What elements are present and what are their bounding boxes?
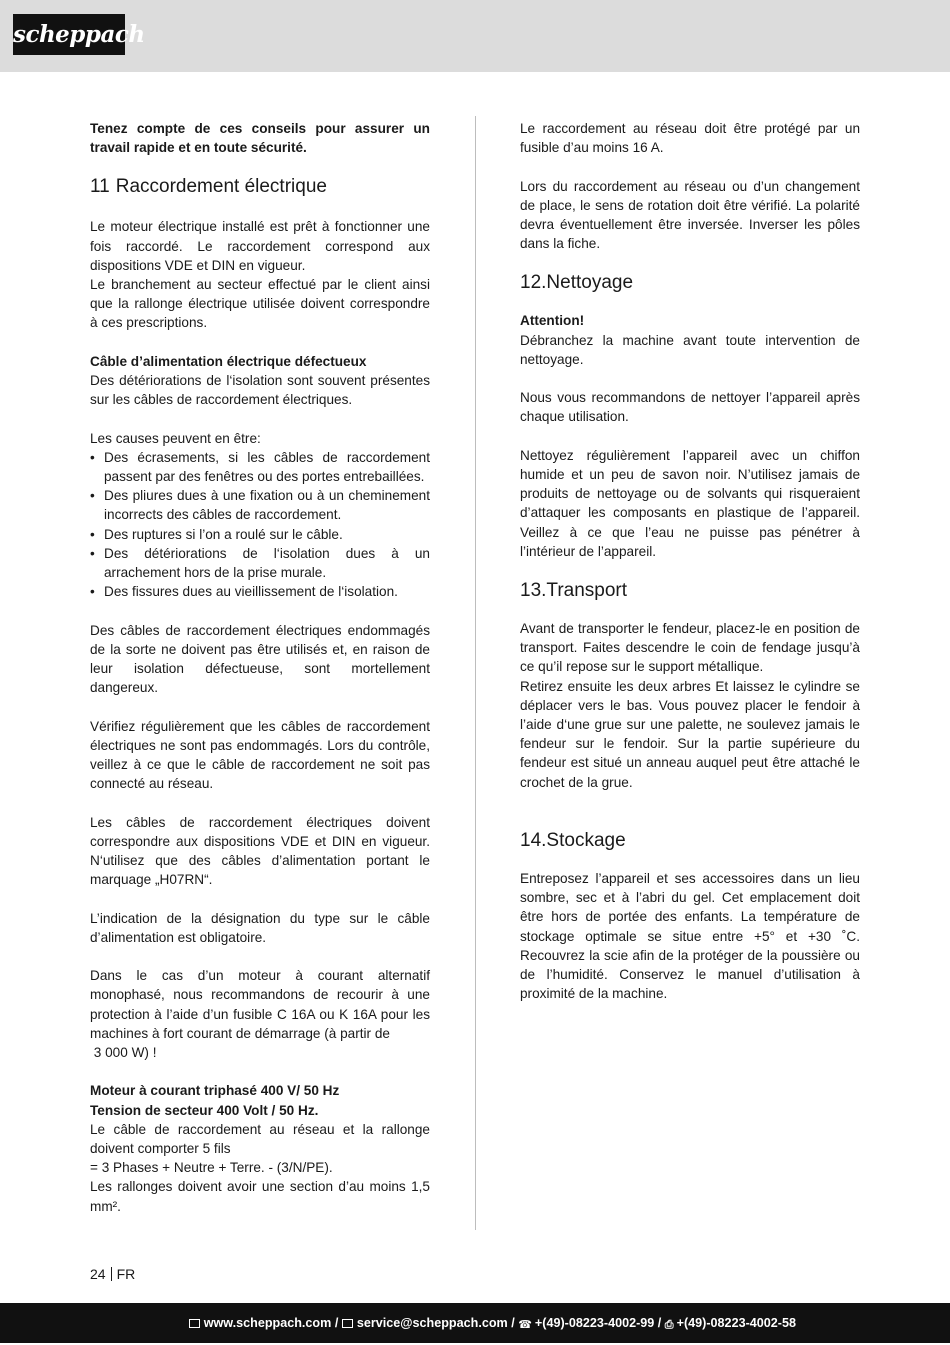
paragraph: Le câble de raccordement au réseau et la rallonge doivent comporter 5 fils: [90, 1121, 430, 1157]
subheading-three-phase: Moteur à courant triphasé 400 V/ 50 Hz: [90, 1083, 340, 1099]
computer-icon: [189, 1319, 200, 1328]
paragraph: Nettoyez régulièrement l’appareil avec un chiffon humide et un peu de savon noir. N’utilisez jamais de produits de nettoyage ou de solvants qui risqueraient d’attaquer les composants en plastique de l’appareil. Veillez à ce que l’eau ne puisse pas pénétrer à l’intérieur de l’appareil.: [520, 447, 860, 559]
list-item: • Des ruptures si l’on a roulé sur le câble.: [90, 525, 430, 544]
paragraph: Dans le cas d’un moteur à courant alternatif monophasé, nous recommandons de recourir à une protection à l’aide d’un fusible C 16A ou K 16A pour les machines à fort courant de démarrage (à partir de: [90, 968, 430, 1041]
footer-web: www.scheppach.com /: [203, 1316, 339, 1330]
paragraph: Vérifiez régulièrement que les câbles de raccordement électriques ne sont pas endommagés. Lors du contrôle, veillez à ce que le câble de raccordement ne soit pas connecté au réseau.: [90, 718, 430, 792]
left-column: [90, 119, 430, 1216]
paragraph: Le branchement au secteur effectué par le client ainsi que la rallonge électrique utilisée doivent correspondre à ces prescriptions.: [90, 277, 430, 331]
list-item: • Des détériorations de l‘isolation dues à un arrachement hors de la prise murale.: [90, 544, 430, 582]
section-13-title: Transport: [546, 580, 628, 602]
page-number-value: 24: [90, 1266, 106, 1282]
fax-icon: ⎙: [664, 1319, 674, 1331]
page-number: [90, 1265, 135, 1283]
page-language: FR: [116, 1266, 136, 1282]
paragraph: Le moteur électrique installé est prêt à fonctionner une fois raccordé. Le raccordement correspond aux dispositions VDE et DIN en vigueur.: [90, 219, 430, 273]
section-14-heading: [520, 829, 860, 853]
mail-icon: [342, 1319, 353, 1328]
paragraph: Lors du raccordement au réseau ou d’un changement de place, le sens de rotation doit être vérifié. La polarité devra éventuellement être inversée. Inverser les pôles dans la fiche.: [520, 178, 860, 252]
paragraph: Le raccordement au réseau doit être protégé par un fusible d’au moins 16 A.: [520, 121, 860, 156]
paragraph: Retirez ensuite les deux arbres Et laissez le cylindre se déplacer vers le bas. Vous pouvez placer le fendoir à l’aide d‘une grue sur une palette, ne soulevez jamais le fendeur sur le fendoir. Sur la partie supérieure du fendeur est situé un anneau auquel peut être attaché le crochet de la grue.: [520, 678, 860, 790]
footer-phone: +(49)-08223-4002-99 /: [534, 1316, 662, 1330]
causes-list: [90, 448, 430, 602]
section-12-number: 12.: [520, 272, 547, 294]
list-item: • Des pliures dues à une fixation ou à un cheminement incorrects des câbles de raccordement.: [90, 486, 430, 524]
footer-bar: [0, 1303, 950, 1343]
footer-email: service@scheppach.com /: [356, 1316, 515, 1330]
section-11-title: Raccordement électrique: [115, 176, 327, 198]
section-11-heading: [90, 175, 430, 199]
paragraph: Les rallonges doivent avoir une section d’au moins 1,5 mm².: [90, 1179, 430, 1214]
section-13-number: 13.: [520, 580, 547, 602]
section-11-number: 11: [90, 176, 110, 198]
paragraph: 3 000 W) !: [90, 1045, 157, 1061]
footer-fax: +(49)-08223-4002-58: [676, 1316, 796, 1330]
right-column: [520, 119, 860, 1003]
phone-icon: ☎: [518, 1319, 532, 1331]
brand-logo: scheppach: [13, 14, 125, 55]
subheading-defective-cable: Câble d’alimentation électrique défectueux: [90, 353, 367, 369]
paragraph: Entreposez l’appareil et ses accessoires dans un lieu sombre, sec et à l’abri du gel. Cet emplacement doit être hors de portée des enfants. La température de stockage optimale se situe entre +5° et +30 ˚C. Recouvrez la scie afin de la protéger de la poussière ou de l’humidité. Conservez le manuel d’utilisation à proximité de la machine.: [520, 871, 860, 1002]
causes-intro: Les causes peuvent en être:: [90, 430, 261, 446]
section-12-heading: [520, 271, 860, 295]
paragraph: Nous vous recommandons de nettoyer l’appareil après chaque utilisation.: [520, 390, 860, 425]
paragraph: Avant de transporter le fendeur, placez-le en position de transport. Faites descendre le coin de fendage jusqu’à ce qu’il repose sur le support métallique.: [520, 621, 860, 675]
section-14-number: 14.: [520, 830, 547, 852]
list-item: • Des écrasements, si les câbles de raccordement passent par des fenêtres ou des portes entrebaillées.: [90, 448, 430, 486]
section-14-title: Stockage: [546, 830, 626, 852]
header-band: [0, 0, 950, 72]
section-13-heading: [520, 579, 860, 603]
section-12-title: Nettoyage: [546, 272, 634, 294]
footer-contact: [189, 1303, 796, 1343]
attention-label: Attention!: [520, 313, 585, 329]
subheading-mains-voltage: Tension de secteur 400 Volt / 50 Hz.: [90, 1102, 319, 1118]
list-item: • Des fissures dues au vieillissement de l‘isolation.: [90, 582, 430, 601]
paragraph: L’indication de la désignation du type sur le câble d’alimentation est obligatoire.: [90, 910, 430, 945]
paragraph: = 3 Phases + Neutre + Terre. - (3/N/PE).: [90, 1160, 333, 1176]
paragraph: Des détériorations de l‘isolation sont souvent présentes sur les câbles de raccordement électriques.: [90, 373, 430, 408]
paragraph: Des câbles de raccordement électriques endommagés de la sorte ne doivent pas être utilisés et, en raison de leur isolation défectueuse, sont mortellement dangereux.: [90, 622, 430, 696]
intro-note: Tenez compte de ces conseils pour assurer un travail rapide et en toute sécurité.: [90, 121, 430, 156]
paragraph: Les câbles de raccordement électriques doivent correspondre aux dispositions VDE et DIN en vigueur. N‘utilisez que des câbles d’alimentation portant le marquage „H07RN“.: [90, 814, 430, 888]
column-divider: [475, 116, 476, 1230]
paragraph: Débranchez la machine avant toute intervention de nettoyage.: [520, 332, 860, 367]
